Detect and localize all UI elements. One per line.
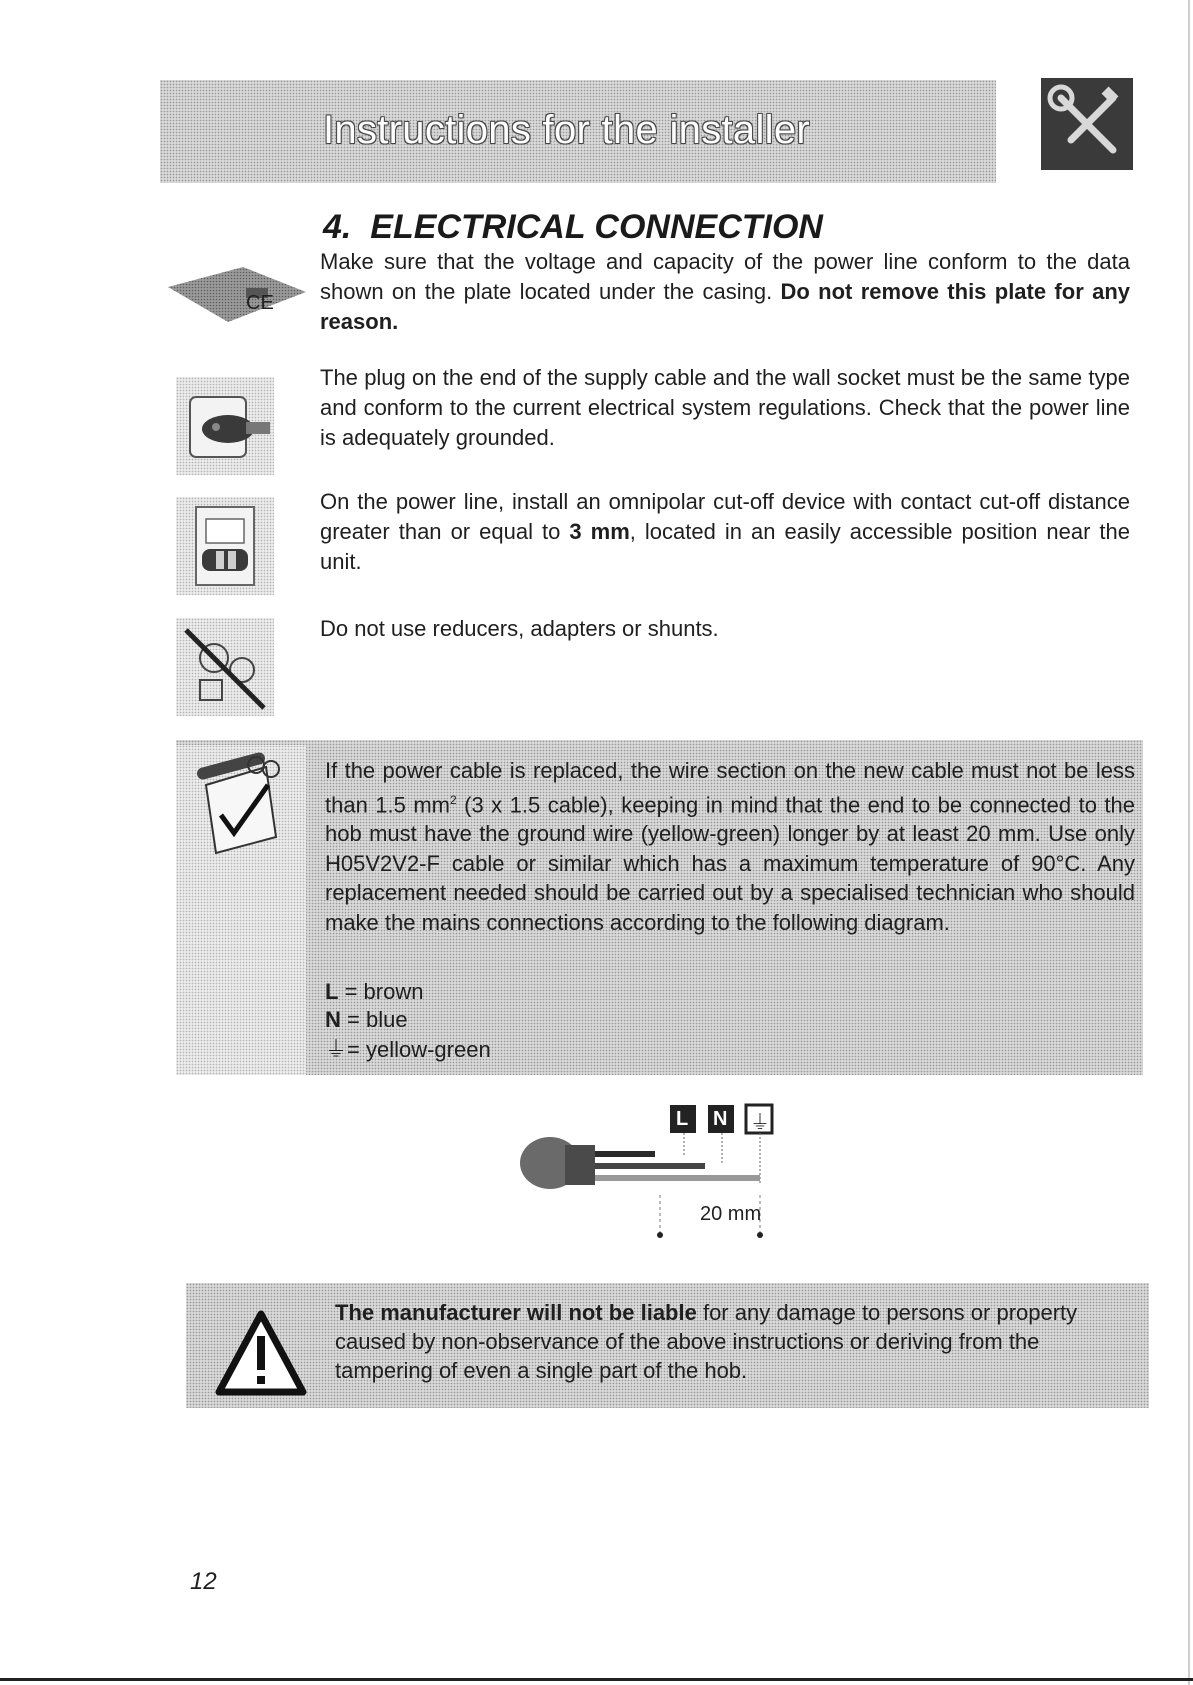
- checklist-pencil-icon: [176, 745, 306, 865]
- rating-plate-icon: [158, 262, 308, 332]
- notice-text: (3 x 1.5 cable), keeping in mind that the end to be connected to the hob must have the ground wire (yellow-green) longer by at least 20 mm. Use only H05V2V2-F cable or similar which has a maximum temperature of 90°C. Any replacement needed should be carried out by a specialised technician who should make the mains connections according to the following diagram.: [325, 791, 1136, 935]
- paragraph-bold-text: 3 mm: [569, 519, 630, 544]
- notice-text: If the power cable is replaced, the wire section on the new cable must not be less than 1.5 mm: [325, 758, 1135, 817]
- legend-line-brown: [325, 978, 423, 1006]
- notice-superscript: 2: [450, 792, 457, 807]
- legend-symbol: L: [325, 979, 339, 1004]
- paragraph-text: , located in an easily accessible position near the unit.: [320, 519, 1130, 574]
- paragraph-bold-text: Do not remove this plate for any reason.: [320, 279, 1131, 334]
- legend-line-ground: [325, 1036, 491, 1064]
- no-adapter-icon: [176, 618, 274, 716]
- wiring-diagram: [510, 1095, 830, 1255]
- ce-mark: CE: [246, 292, 274, 314]
- wrench-screwdriver-icon: [1041, 78, 1133, 170]
- legend-line-blue: [325, 1006, 408, 1034]
- legend-text: = brown: [338, 979, 424, 1004]
- paragraph-no-adapters: Do not use reducers, adapters or shunts.: [320, 616, 719, 641]
- paragraph-text: On the power line, install an omnipolar cut-off device with contact cut-off distance greater than or equal to: [320, 489, 1130, 544]
- paragraph-plug: The plug on the end of the supply cable and the wall socket must be the same type and conform to the current electrical system regulations. Check that the power line is adequately grounded.: [320, 365, 1130, 450]
- plug-socket-icon: [176, 377, 274, 475]
- page-header-title: Instructions for the installer: [323, 108, 810, 152]
- liability-text: [335, 1298, 1140, 1385]
- cutoff-switch-icon: [176, 497, 274, 595]
- legend-symbol: N: [325, 1007, 341, 1032]
- terminal-label-ground: ⏚: [750, 1112, 770, 1134]
- terminal-label-l: L: [676, 1108, 689, 1130]
- section-number: 4.: [323, 208, 352, 246]
- dimension-label: 20 mm: [700, 1203, 762, 1225]
- ground-icon: ⏚: [325, 1037, 348, 1062]
- legend-text: = yellow-green: [347, 1037, 491, 1062]
- terminal-label-n: N: [713, 1108, 728, 1130]
- section-heading: ELECTRICAL CONNECTION: [370, 208, 823, 246]
- warning-triangle-icon: [215, 1310, 307, 1396]
- paragraph-rating-plate: [320, 247, 1130, 337]
- bottom-rule: [0, 1678, 1193, 1681]
- notice-box-icon-column: [176, 745, 306, 1075]
- section-title: [323, 208, 823, 247]
- page-edge: [1188, 0, 1190, 1685]
- liability-body-text: for any damage to persons or property caused by non-observance of the above instructions or deriving from the tampering of even a single part of the hob.: [335, 1300, 1078, 1383]
- legend-text: = blue: [340, 1007, 408, 1032]
- paragraph-text: Make sure that the voltage and capacity of the power line conform to the data shown on the plate located under the casing.: [320, 249, 1130, 304]
- liability-bold-text: The manufacturer will not be liable: [335, 1300, 697, 1325]
- paragraph-cutoff: [320, 487, 1130, 577]
- cable-notice-text: [325, 756, 1135, 937]
- page-number: 12: [190, 1568, 217, 1595]
